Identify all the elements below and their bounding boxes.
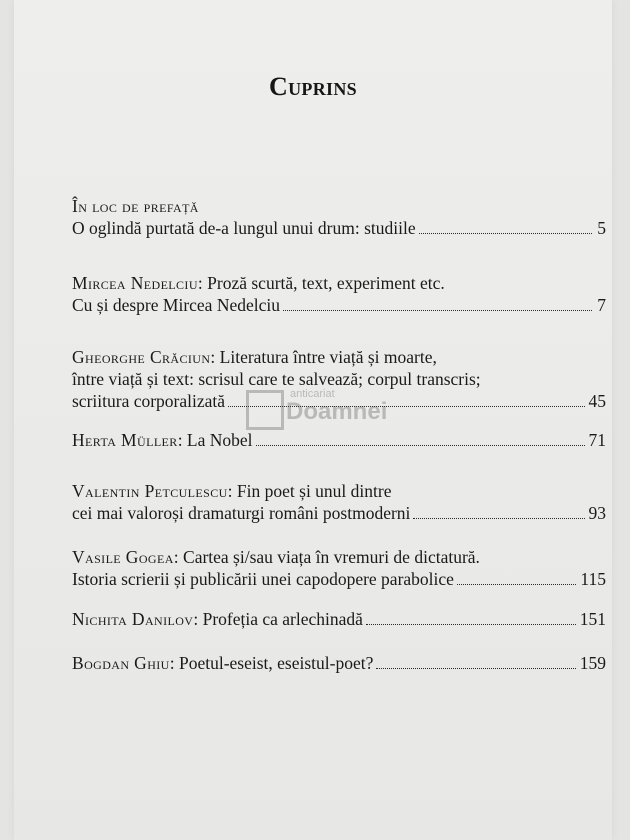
toc-author: Vasile Gogea [72, 547, 174, 567]
toc-entry [72, 546, 606, 590]
toc-page-number: 71 [588, 430, 606, 450]
toc-author: Nichita Danilov [72, 609, 194, 629]
dot-leader [419, 233, 592, 234]
dot-leader [376, 668, 575, 669]
toc-text: : Poetul-eseist, eseistul-poet? [169, 653, 374, 673]
page-title: Cuprins [269, 72, 357, 101]
toc-author: Bogdan Ghiu [72, 653, 170, 673]
toc-text: O oglindă purtată de-a lungul unui drum: studiile [72, 218, 416, 238]
toc-text: : Profeția ca arlechinadă [193, 609, 363, 629]
toc-line [72, 195, 606, 217]
toc-line [72, 346, 606, 368]
toc-line [72, 294, 606, 316]
toc-text: scriitura corporalizată [72, 391, 226, 411]
toc-page-number: 45 [588, 391, 606, 411]
toc-text: : Cartea și/sau viața în vremuri de dictatură. [173, 547, 480, 567]
toc-entry [72, 272, 606, 316]
toc-text: cei mai valoroși dramaturgi români postmoderni [72, 503, 411, 523]
toc-line [72, 546, 606, 568]
toc-text: : Proză scurtă, text, experiment etc. [197, 273, 445, 293]
toc-line [72, 480, 606, 502]
toc-line [72, 568, 606, 590]
toc-text: : Fin poet și unul dintre [227, 481, 392, 501]
dot-leader [366, 624, 576, 625]
toc-text: : La Nobel [177, 430, 253, 450]
toc-entry [72, 608, 606, 630]
dot-leader [413, 518, 584, 519]
store-watermark [246, 388, 386, 436]
toc-author: Herta Müller [72, 430, 178, 450]
toc-author: Valentin Petculescu [72, 481, 228, 501]
toc-line [72, 217, 606, 239]
book-page [14, 0, 612, 840]
toc-page-number: 159 [579, 653, 606, 673]
toc-line [72, 368, 606, 390]
toc-text: între viață și text: scrisul care te salvează; corpul transcris; [72, 369, 481, 389]
toc-author: În loc de prefață [72, 196, 199, 216]
toc-page-number: 7 [597, 295, 606, 315]
toc-author: Gheorghe Crăciun [72, 347, 211, 367]
watermark-big-text: Doamnei [286, 398, 388, 425]
toc-page-number: 5 [597, 218, 606, 238]
toc-text: : Literatura între viață și moarte, [210, 347, 437, 367]
watermark-small-text: anticariat [290, 388, 335, 400]
dot-leader [283, 310, 592, 311]
dot-leader [457, 584, 576, 585]
book-logo-icon [246, 390, 284, 430]
toc-page-number: 93 [588, 503, 606, 523]
toc-text: Cu și despre Mircea Nedelciu [72, 295, 280, 315]
toc-text: Istoria scrierii și publicării unei capodopere parabolice [72, 569, 454, 589]
toc-entry [72, 480, 606, 524]
toc-line [72, 608, 606, 630]
dot-leader [256, 445, 585, 446]
toc-author: Mircea Nedelciu [72, 273, 198, 293]
toc-line [72, 272, 606, 294]
toc-entry [72, 652, 606, 674]
toc-page-number: 115 [580, 569, 606, 589]
toc-line [72, 652, 606, 674]
toc-page-number: 151 [579, 609, 606, 629]
toc-line [72, 502, 606, 524]
toc-entry [72, 195, 606, 239]
